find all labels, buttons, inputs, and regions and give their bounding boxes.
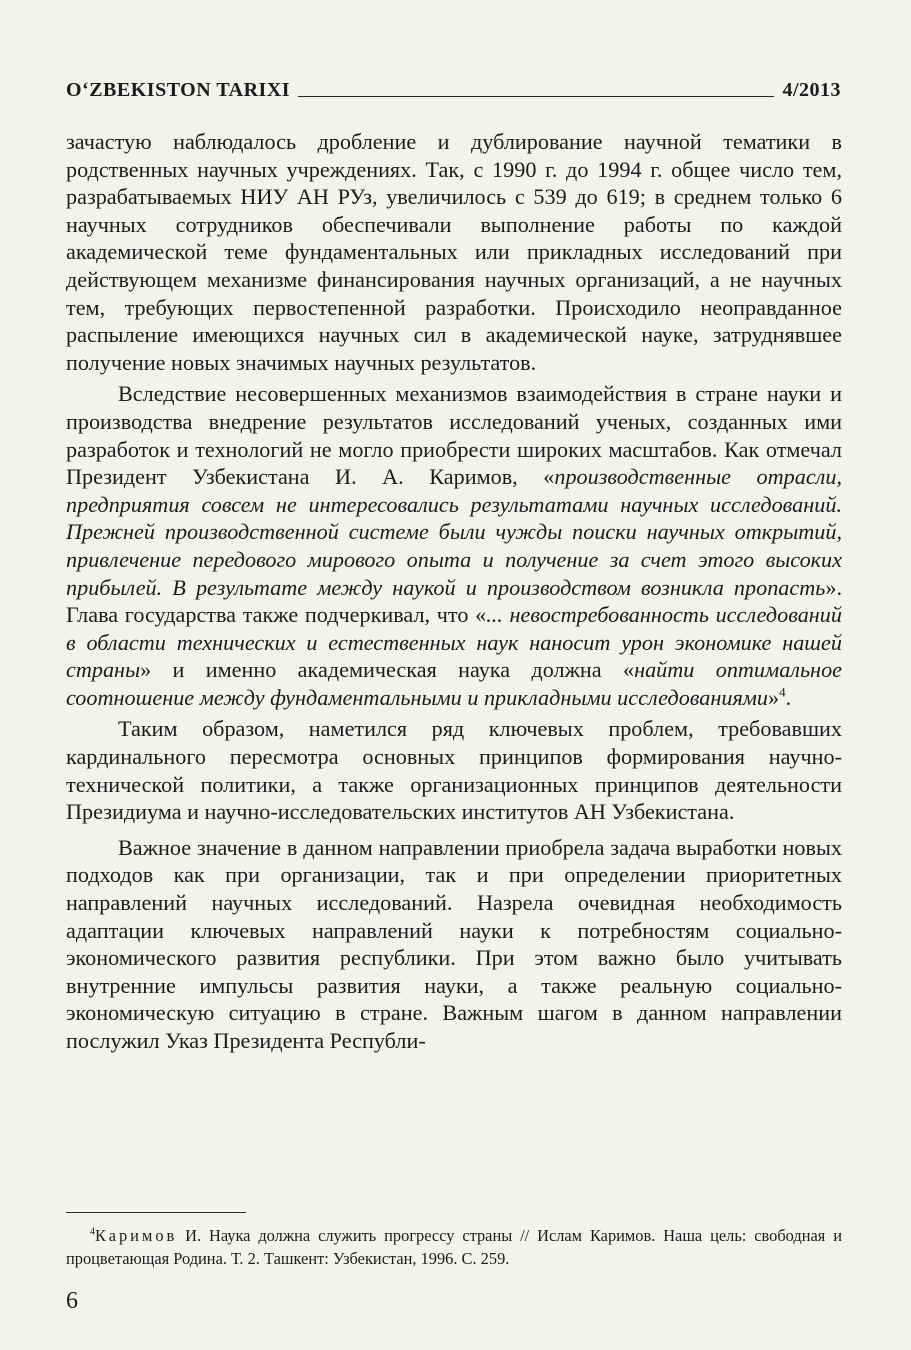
paragraph-4: Важное значение в данном направлении приобрела задача выработки новых подходов как при организации, так и при определении приоритетных направлений научных исследований. Назрела очевидная необходимость адаптации ключевых направлений науки к потребностям социально-экономического развития республики. При этом важно было учитывать внутренние импульсы развития науки, а также реальную социально-экономическую ситуацию в стране. Важным шагом в данном направлении послужил Указ Президента Республи-	[66, 834, 842, 1053]
issue-number: 4/2013	[782, 79, 841, 101]
paragraph-2	[66, 380, 842, 711]
footnote-number: 4	[90, 1226, 95, 1238]
quote-karimov-1: производственные отрасли, предприятия совсем не интересовались результатами научных исследований. Прежней производственной системе были чужды поиски научных открытий, привлечение передового мирового опыта и получение за счет этого высоких прибылей. В результате между наукой и производством возникла пропасть	[66, 464, 842, 600]
paragraph-2-text-e: .	[785, 684, 792, 710]
journal-title: O‘ZBEKISTON TARIXI	[66, 79, 291, 101]
footnote-separator	[66, 1212, 246, 1213]
paragraph-3: Таким образом, наметился ряд ключевых проблем, требовавших кардинального пересмотра основных принципов формирования научно-технической политики, а также организационных принципов деятельности Президиума и научно-исследовательских институтов АН Узбекистана.	[66, 716, 842, 825]
paragraph-2-text-d: »	[768, 684, 780, 710]
running-header	[66, 72, 841, 102]
quote-karimov-3: найти оптимальное соотношение между фундаментальными и прикладными исследованиями	[66, 657, 843, 710]
footnote-author: Каримов	[95, 1226, 178, 1245]
footnote	[66, 1224, 842, 1270]
main-text	[66, 128, 842, 1063]
paragraph-2-text-b: ». Глава государства также подчеркивал, что «	[66, 574, 842, 628]
footnote-reference[interactable]: 4	[779, 684, 786, 700]
paragraph-2-text-c: » и именно академическая наука должна «	[140, 657, 635, 683]
footnote-text: И. Наука должна служить прогрессу страны // Ислам Каримов. Наша цель: свободная и процветающая Родина. Т. 2. Ташкент: Узбекистан, 1996. С. 259.	[66, 1226, 842, 1268]
paragraph-1: зачастую наблюдалось дробление и дублирование научной тематики в родственных научных учреждениях. Так, с 1990 г. до 1994 г. общее число тем, разрабатываемых НИУ АН РУз, увеличилось с 539 до 619; в среднем только 6 научных сотрудников обеспечивали выполнение работы по каждой академической теме фундаментальных или прикладных исследований при действующем механизме финансирования научных организаций, а не научных тем, требующих первостепенной разработки. Происходило неоправданное распыление имеющихся научных сил в академической науке, затруднявшее получение новых значимых научных результатов.	[66, 129, 842, 375]
page-number: 6	[66, 1288, 78, 1314]
paragraph-2-text-a: Вследствие несовершенных механизмов взаимодействия в стране науки и производства внедрение результатов исследований ученых, созданных ими разработок и технологий не могло приобрести широких масштабов. Как отмечал Президент Узбекистана И. А. Каримов, «	[66, 381, 842, 490]
quote-karimov-2: ... невостребованность исследований в области технических и естественных наук наносит урон экономике нашей страны	[66, 602, 842, 683]
header-rule	[298, 96, 774, 97]
